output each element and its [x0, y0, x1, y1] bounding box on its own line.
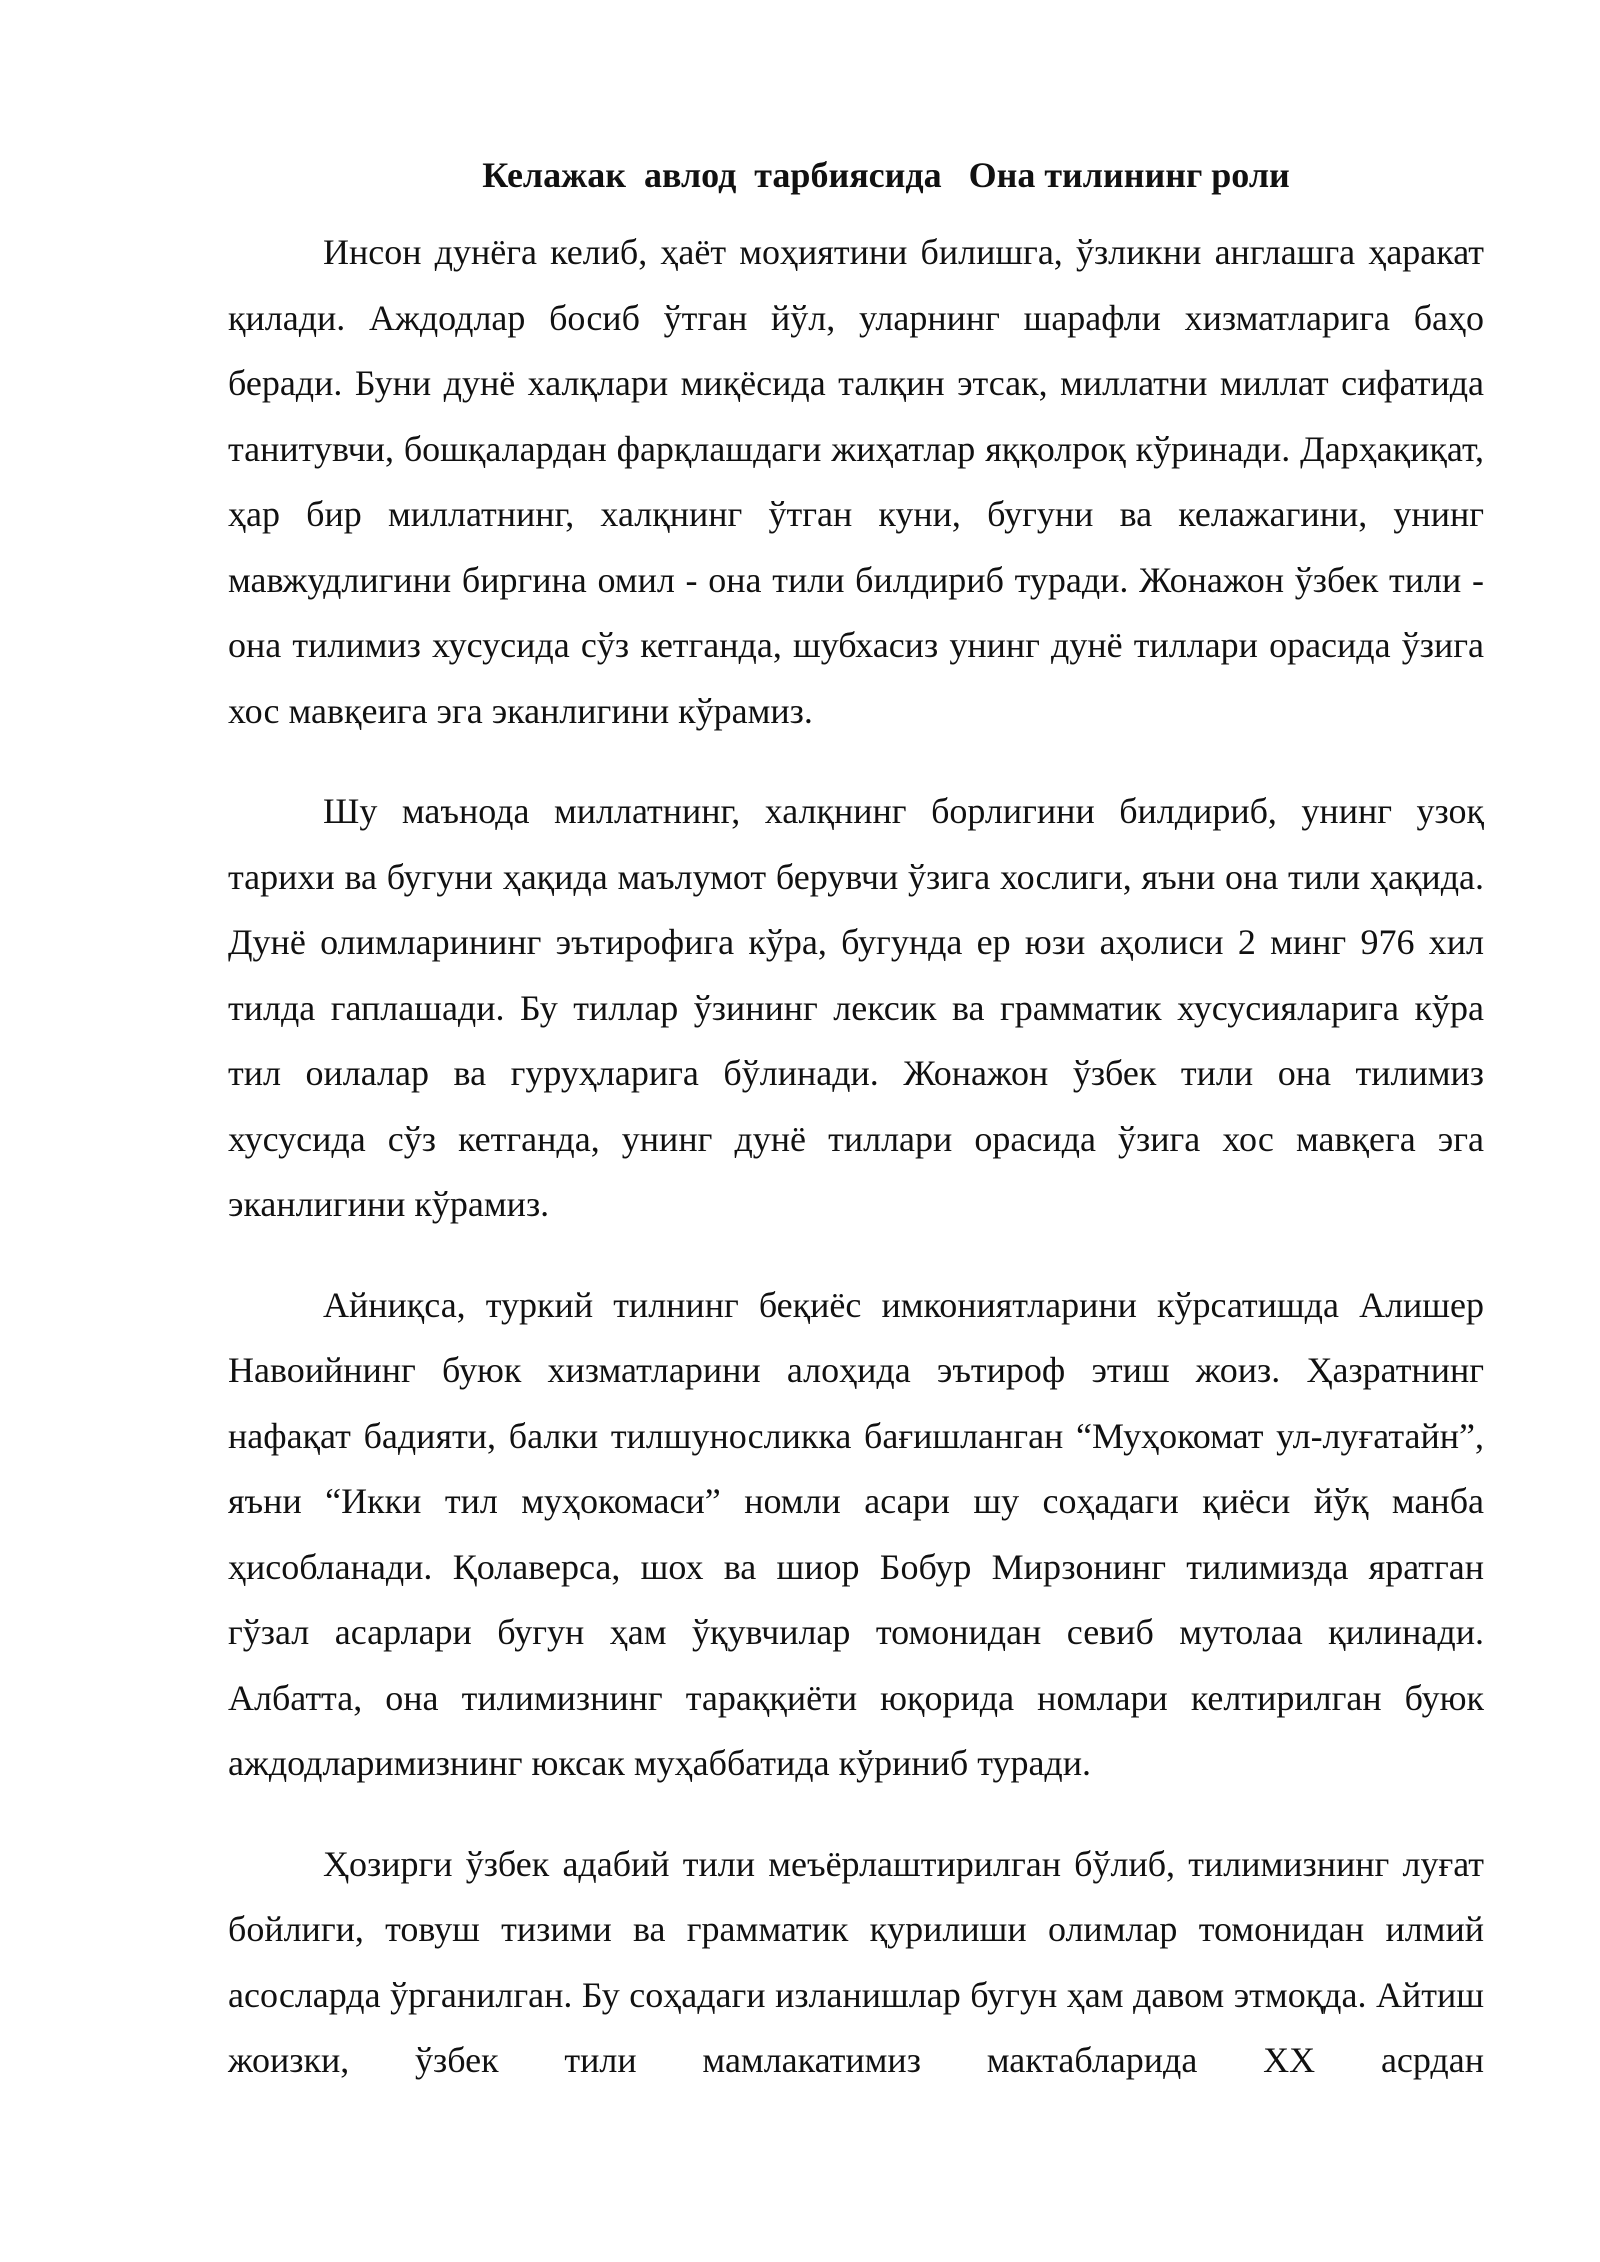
paragraph-3: Айниқса, туркий тилнинг беқиёс имкониятларини кўрсатишда Алишер Навоийнинг буюк хизматларини алоҳида эътироф этиш жоиз. Ҳазратнинг нафақат бадияти, балки тилшуносликка бағишланган “Муҳокомат ул-луғатайн”, яъни “Икки тил муҳокомаси” номли асари шу соҳадаги қиёси йўқ манба ҳисобланади. Қолаверса, шох ва шиор Бобур Мирзонинг тилимизда яратган гўзал асарлари бугун ҳам ўқувчилар томонидан севиб мутолаа қилинади. Албатта, она тилимизнинг тараққиёти юқорида номлари келтирилган буюк аждодларимизнинг юксак муҳаббатида кўриниб туради. — [228, 1284, 1484, 1783]
paragraph-2: Шу маънода миллатнинг, халқнинг борлигини билдириб, унинг узоқ тарихи ва бугуни ҳақида маълумот берувчи ўзига хослиги, яъни она тили ҳақида. Дунё олимларининг эътирофига кўра, бугунда ер юзи аҳолиси 2 минг 976 хил тилда гаплашади. Бу тиллар ўзининг лексик ва грамматик хусусияларига кўра тил оилалар ва гуруҳларига бўлинади. Жонажон ўзбек тили она тилимиз хусусида сўз кетганда, унинг дунё тиллари орасида ўзига хос мавқега эга эканлигини кўрамиз. — [228, 791, 1484, 1224]
document-body — [228, 150, 1484, 2094]
paragraph-4: Ҳозирги ўзбек адабий тили меъёрлаштирилган бўлиб, тилимизнинг луғат бойлиги, товуш тизими ва грамматик қурилиши олимлар томонидан илмий асосларда ўрганилган. Бу соҳадаги изланишлар бугун ҳам давом этмоқда. Айтиш жоизки, ўзбек тили мамлакатимиз мактабларида ХХ асрдан — [228, 1843, 1484, 2080]
paragraph-1: Инсон дунёга келиб, ҳаёт моҳиятини билишга, ўзликни англашга ҳаракат қилади. Аждодлар босиб ўтган йўл, уларнинг шарафли хизматларига баҳо беради. Буни дунё халқлари миқёсида талқин этсак, миллатни миллат сифатида танитувчи, бошқалардан фарқлашдаги жиҳатлар яққолроқ кўринади. Дарҳақиқат, ҳар бир миллатнинг, халқнинг ўтган куни, бугуни ва келажагини, унинг мавжудлигини биргина омил - она тили билдириб туради. Жонажон ўзбек тили - она тилимиз хусусида сўз кетганда, шубхасиз унинг дунё тиллари орасида ўзига хос мавқеига эга эканлигини кўрамиз. — [228, 232, 1484, 731]
document-title: Келажак авлод тарбиясида Она тилининг роли — [482, 155, 1290, 195]
